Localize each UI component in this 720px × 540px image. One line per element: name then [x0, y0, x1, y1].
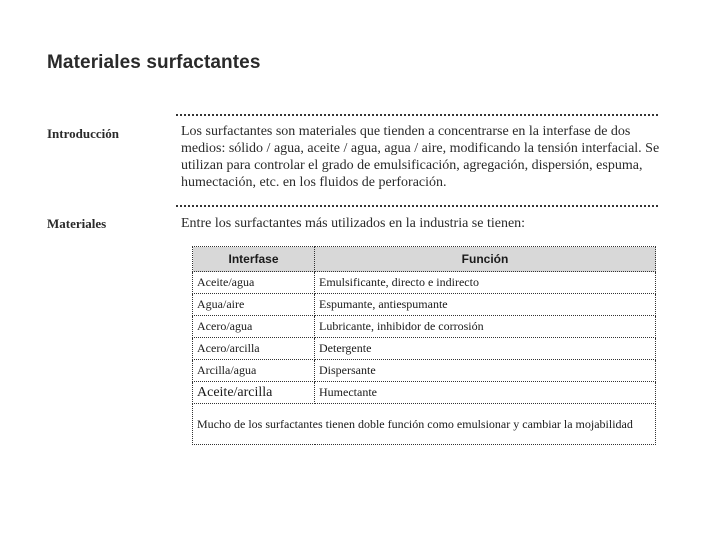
- divider-middle: [176, 205, 658, 207]
- table-row: [193, 338, 656, 360]
- cell-funcion: Humectante: [315, 382, 656, 404]
- surfactants-table: [192, 246, 656, 445]
- cell-interfase: Arcilla/agua: [193, 360, 315, 382]
- cell-funcion: Emulsificante, directo e indirecto: [315, 272, 656, 294]
- table-row: [193, 382, 656, 404]
- table-row: [193, 272, 656, 294]
- column-header-interfase: Interfase: [193, 247, 315, 272]
- cell-interfase: Acero/agua: [193, 316, 315, 338]
- cell-interfase: Aceite/arcilla: [193, 382, 315, 404]
- table-note: Mucho de los surfactantes tienen doble función como emulsionar y cambiar la mojabilidad: [193, 404, 656, 445]
- cell-funcion: Espumante, antiespumante: [315, 294, 656, 316]
- cell-interfase: Agua/aire: [193, 294, 315, 316]
- intro-paragraph: Los surfactantes son materiales que tienden a concentrarse en la interfase de dos medios: sólido / agua, aceite / agua, agua / aire, modificando la tensión interfacial. Se utilizan para controlar el grado de emulsificación, agregación, dispersión, espuma, humectación, etc. en los fluidos de perforación.: [181, 124, 660, 190]
- cell-funcion: Dispersante: [315, 360, 656, 382]
- column-header-funcion: Función: [315, 247, 656, 272]
- table-row: [193, 294, 656, 316]
- section-label-materials: Materiales: [47, 216, 107, 231]
- materials-intro-text: Entre los surfactantes más utilizados en la industria se tienen:: [181, 216, 526, 231]
- cell-funcion: Lubricante, inhibidor de corrosión: [315, 316, 656, 338]
- table-header-row: [193, 247, 656, 272]
- cell-funcion: Detergente: [315, 338, 656, 360]
- table-row: [193, 360, 656, 382]
- table-note-row: [193, 404, 656, 445]
- table-row: [193, 316, 656, 338]
- section-label-intro: Introducción: [47, 126, 119, 141]
- cell-interfase: Aceite/agua: [193, 272, 315, 294]
- cell-interfase: Acero/arcilla: [193, 338, 315, 360]
- page-title: Materiales surfactantes: [47, 52, 261, 73]
- divider-top: [176, 114, 658, 116]
